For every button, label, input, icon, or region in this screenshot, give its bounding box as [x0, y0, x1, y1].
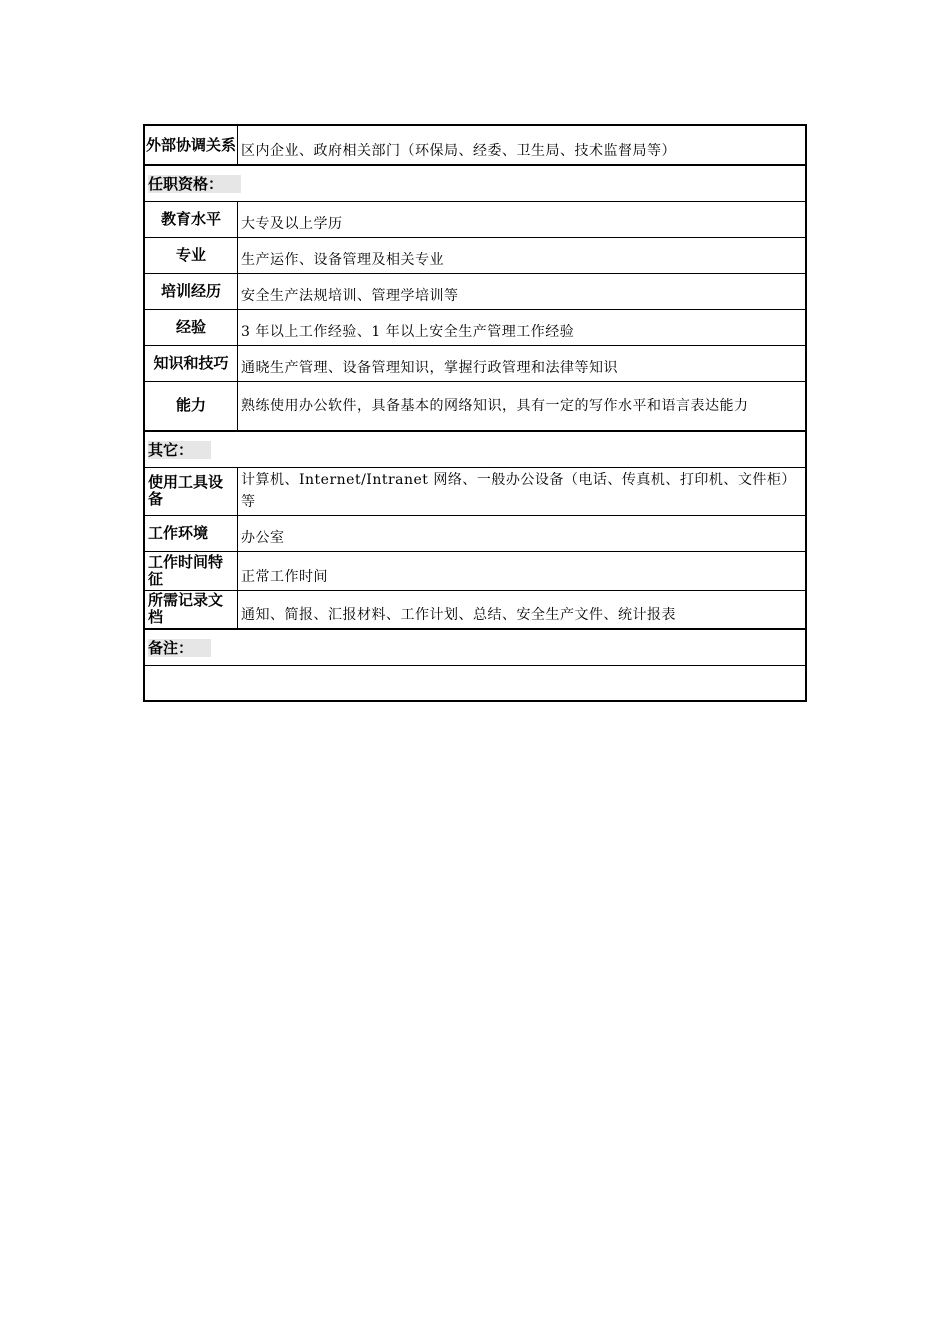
- row-label-experience: 经验: [144, 309, 238, 345]
- row-label-external-coordination: 外部协调关系: [144, 125, 238, 165]
- row-label-work-time: 工作时间特征: [144, 551, 238, 590]
- table-row: [144, 590, 806, 629]
- section-title-other: 其它：: [144, 431, 806, 467]
- table-row: [144, 551, 806, 590]
- section-header-row: [144, 165, 806, 201]
- table-row: [144, 237, 806, 273]
- table-row: [144, 467, 806, 515]
- table-row: [144, 515, 806, 551]
- row-value-major: 生产运作、设备管理及相关专业: [238, 237, 807, 273]
- row-value-experience: 3 年以上工作经验、1 年以上安全生产管理工作经验: [238, 309, 807, 345]
- section-header-row: [144, 629, 806, 665]
- row-label-knowledge: 知识和技巧: [144, 345, 238, 381]
- row-value-knowledge: 通晓生产管理、设备管理知识，掌握行政管理和法律等知识: [238, 345, 807, 381]
- row-value-ability: 熟练使用办公软件，具备基本的网络知识，具有一定的写作水平和语言表达能力: [238, 381, 807, 431]
- section-header-row: [144, 431, 806, 467]
- table-row: [144, 201, 806, 237]
- section-title-qualifications: 任职资格：: [144, 165, 806, 201]
- job-description-table: [143, 124, 807, 702]
- row-label-tools: 使用工具设备: [144, 467, 238, 515]
- row-value-work-time: 正常工作时间: [238, 551, 807, 590]
- row-label-ability: 能力: [144, 381, 238, 431]
- notes-value: [144, 665, 806, 701]
- table-row: [144, 345, 806, 381]
- row-label-education: 教育水平: [144, 201, 238, 237]
- table-row: [144, 125, 806, 165]
- row-value-education: 大专及以上学历: [238, 201, 807, 237]
- row-value-tools: 计算机、Internet/Intranet 网络、一般办公设备（电话、传真机、打印机、文件柜）等: [238, 467, 807, 515]
- section-title-notes: 备注：: [144, 629, 806, 665]
- table-row: [144, 273, 806, 309]
- row-label-major: 专业: [144, 237, 238, 273]
- table-row: [144, 665, 806, 701]
- table-row: [144, 309, 806, 345]
- row-value-training: 安全生产法规培训、管理学培训等: [238, 273, 807, 309]
- row-value-external-coordination: 区内企业、政府相关部门（环保局、经委、卫生局、技术监督局等）: [238, 125, 807, 165]
- row-label-documents: 所需记录文档: [144, 590, 238, 629]
- row-value-environment: 办公室: [238, 515, 807, 551]
- row-label-environment: 工作环境: [144, 515, 238, 551]
- row-label-training: 培训经历: [144, 273, 238, 309]
- table-row: [144, 381, 806, 431]
- row-value-documents: 通知、简报、汇报材料、工作计划、总结、安全生产文件、统计报表: [238, 590, 807, 629]
